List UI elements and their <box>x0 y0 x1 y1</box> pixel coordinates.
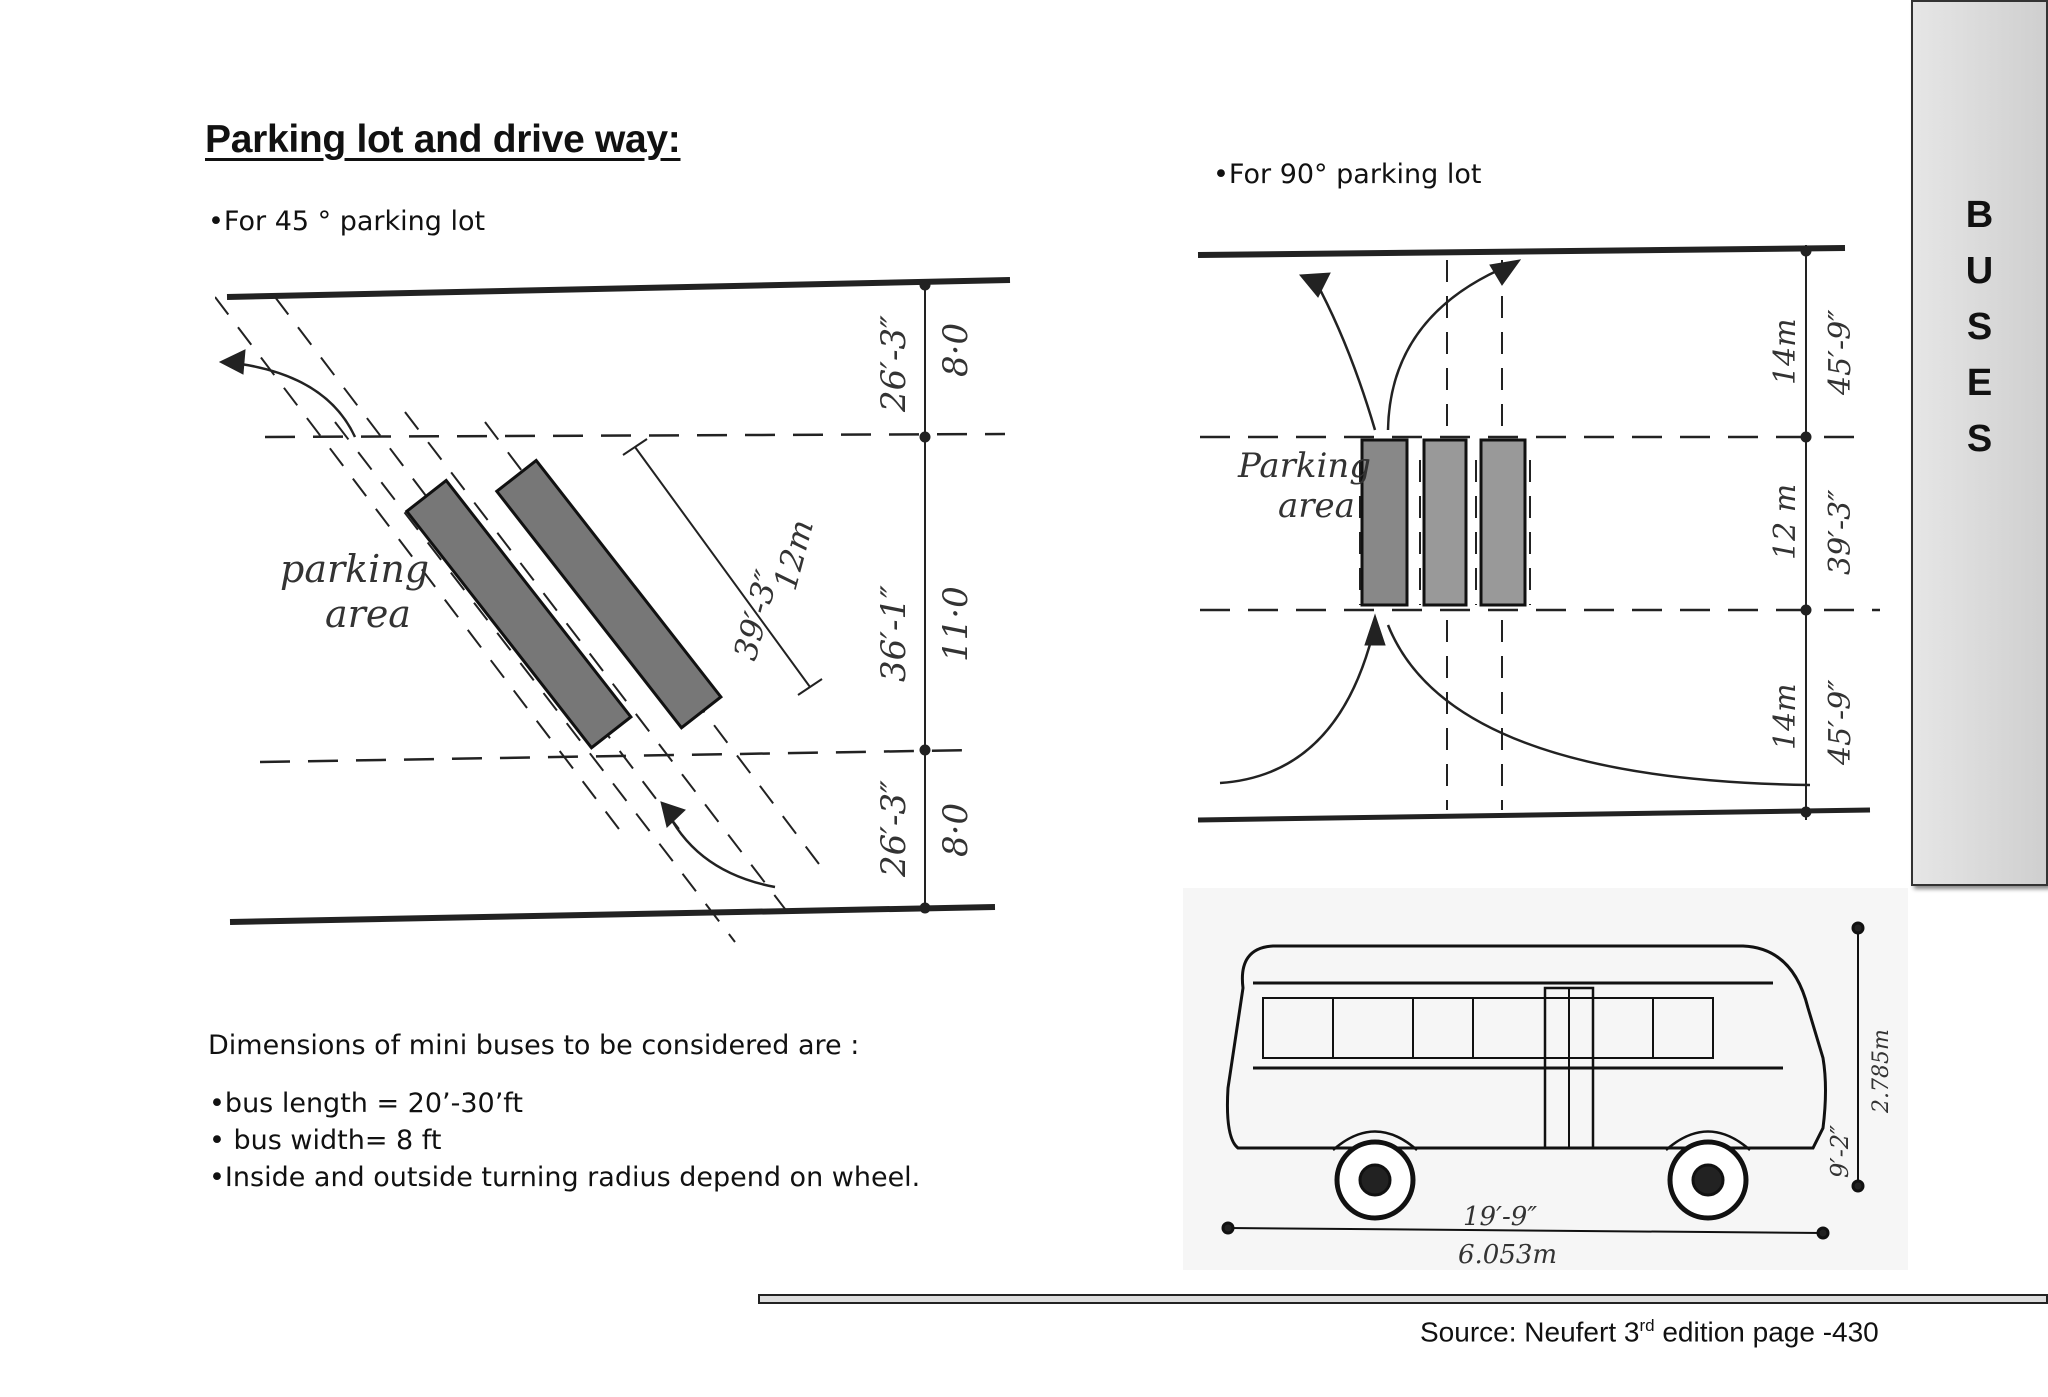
lot90-dim-mid-m: 12 m <box>1768 483 1803 560</box>
lot90-dim-top-m: 14m <box>1768 318 1803 385</box>
source-citation <box>1420 1316 1879 1348</box>
lot90-dim-top-ft: 45′-9″ <box>1823 309 1858 395</box>
sidebar-letter: B <box>1965 194 1994 236</box>
lot45-dim-bot-m: 8·0 <box>936 802 976 857</box>
sidebar-letter: E <box>1966 362 1993 404</box>
lot45-dim-top-ft: 26′-3″ <box>874 315 914 412</box>
lot90-dim-bot-m: 14m <box>1768 683 1803 750</box>
bus-height-ft: 9′-2″ <box>1826 1124 1854 1178</box>
source-prefix: Source: Neufert 3 <box>1420 1316 1640 1348</box>
sidebar-letter: S <box>1966 306 1993 348</box>
lot45-dim-mid-m: 11·0 <box>936 586 976 662</box>
lot90-area-label-1: Parking <box>1238 446 1372 486</box>
lot90-dim-bot-ft: 45′-9″ <box>1823 679 1858 765</box>
section-sidebar <box>1911 0 2048 886</box>
footer-divider <box>758 1294 2048 1304</box>
parking-45-diagram <box>215 262 1015 962</box>
lot45-dim-top-m: 8·0 <box>936 322 976 377</box>
page-title: Parking lot and drive way: <box>205 118 681 161</box>
minibus-elevation <box>1183 888 1908 1270</box>
lot90-heading: •For 90° parking lot <box>1213 159 1482 190</box>
lot45-stall-ft: 39′-3″ <box>726 566 787 665</box>
list-item: •Inside and outside turning radius depend on wheel. <box>209 1162 921 1193</box>
bus-height-m: 2.785m <box>1869 1029 1894 1113</box>
list-item: • bus width= 8 ft <box>209 1125 442 1156</box>
lot90-dim-mid-ft: 39′-3″ <box>1823 489 1858 575</box>
bus-length-m: 6.053m <box>1458 1240 1558 1270</box>
list-item: •bus length = 20’-30’ft <box>209 1088 523 1119</box>
lot45-stall-m: 12m <box>766 515 822 595</box>
sidebar-letter: U <box>1965 250 1994 292</box>
lot90-area-label-2: area <box>1278 486 1355 526</box>
dimensions-list <box>209 1085 920 1196</box>
sidebar-label <box>1913 187 2046 467</box>
lot45-dim-bot-ft: 26′-3″ <box>874 780 914 877</box>
dimensions-heading: Dimensions of mini buses to be considered are : <box>208 1030 860 1061</box>
sidebar-letter: S <box>1966 418 1993 460</box>
source-suffix: edition page -430 <box>1654 1316 1879 1348</box>
lot45-heading: •For 45 ° parking lot <box>208 206 486 237</box>
lot45-area-label-2: area <box>325 592 411 636</box>
lot45-dim-mid-ft: 36′-1″ <box>874 585 914 682</box>
parking-90-diagram <box>1190 205 1910 825</box>
lot45-area-label-1: parking <box>280 547 430 591</box>
bus-length-ft: 19′-9″ <box>1463 1202 1538 1232</box>
source-superscript: rd <box>1639 1316 1655 1335</box>
